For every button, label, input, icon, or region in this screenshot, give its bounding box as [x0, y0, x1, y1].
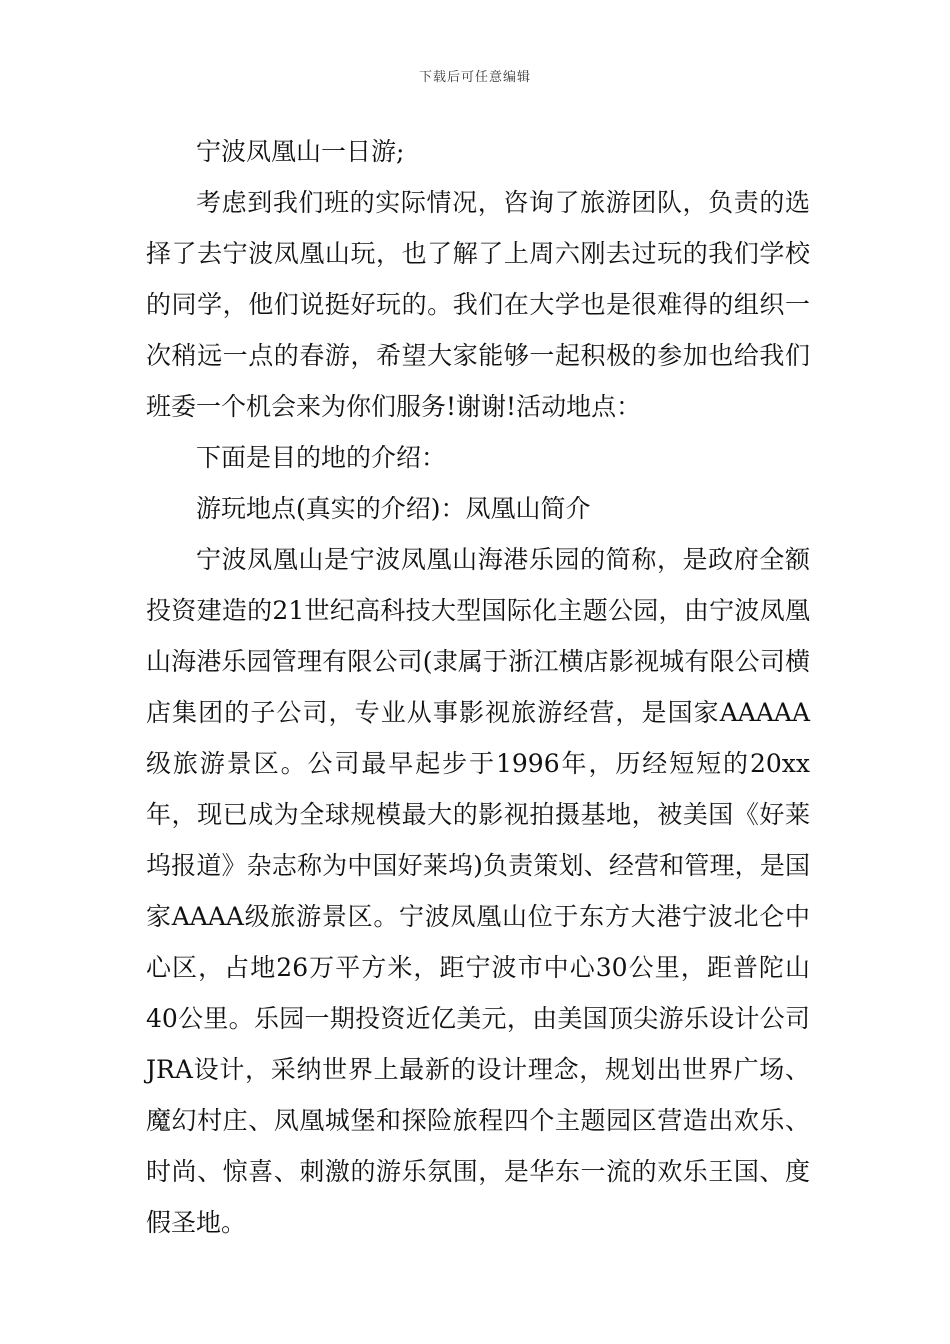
paragraph-location-heading: 游玩地点(真实的介绍)：凤凰山简介 — [196, 494, 591, 523]
page-header: 下载后可任意编辑 — [418, 70, 531, 85]
paragraph-destination-heading: 下面是目的地的介绍： — [196, 443, 447, 472]
document-body — [146, 126, 810, 1248]
paragraph-intro: 考虑到我们班的实际情况，咨询了旅游团队，负责的选择了去宁波凤凰山玩，也了解了上周六刚去过玩的我们学校的同学，他们说挺好玩的。我们在大学也是很难得的组织一次稍远一点的春游，希望大家能够一起积极的参加也给我们班委一个机会来为你们服务!谢谢!活动地点： — [146, 188, 810, 421]
paragraph-description: 宁波凤凰山是宁波凤凰山海港乐园的简称，是政府全额投资建造的21世纪高科技大型国际化主题公园，由宁波凤凰山海港乐园管理有限公司(隶属于浙江横店影视城有限公司横店集团的子公司，专业从事影视旅游经营，是国家AAAAA级旅游景区。公司最早起步于1996年，历经短短的20xx年，现已成为全球规模最大的影视拍摄基地，被美国《好莱坞报道》杂志称为中国好莱坞)负责策划、经营和管理，是国家AAAA级旅游景区。宁波凤凰山位于东方大港宁波北仑中心区，占地26万平方米，距宁波市中心30公里，距普陀山40公里。乐园一期投资近亿美元，由美国顶尖游乐设计公司JRA设计，采纳世界上最新的设计理念，规划出世界广场、魔幻村庄、凤凰城堡和探险旅程四个主题园区营造出欢乐、时尚、惊喜、刺激的游乐氛围，是华东一流的欢乐王国、度假圣地。 — [146, 545, 810, 1237]
paragraph-title: 宁波凤凰山一日游; — [196, 137, 405, 166]
